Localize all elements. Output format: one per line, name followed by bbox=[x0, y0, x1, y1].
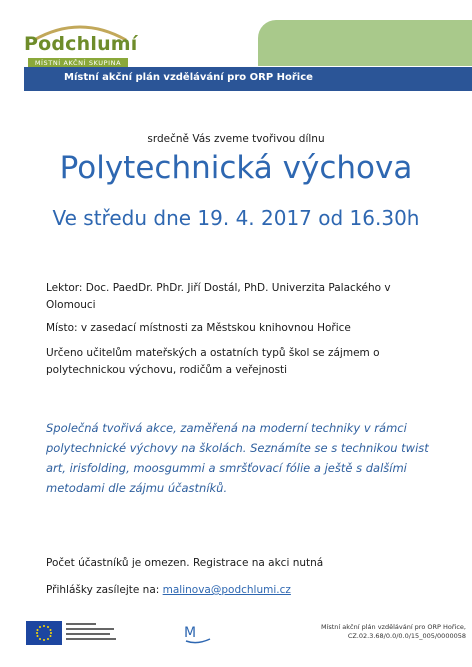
location-text: Místo: v zasedací místnosti za Městskou knihovnou Hořice bbox=[46, 322, 351, 334]
invite-intro: srdečně Vás zveme tvořivou dílnu bbox=[147, 133, 325, 145]
header-bar-text: Místní akční plán vzdělávání pro ORP Hořice bbox=[64, 72, 313, 83]
project-info-line2: CZ.02.3.68/0.0/0.0/15_005/0000058 bbox=[347, 632, 466, 640]
registration-label: Přihlášky zasílejte na: bbox=[46, 584, 160, 596]
project-info bbox=[290, 623, 466, 641]
project-info-line1: Místní akční plán vzdělávání pro ORP Hořice, bbox=[320, 623, 466, 631]
registration-email-link[interactable]: malinova@podchlumi.cz bbox=[162, 584, 291, 596]
logo-subtitle: MÍSTNÍ AKČNÍ SKUPINA bbox=[28, 58, 128, 69]
lecturer-text: Lektor: Doc. PaedDr. PhDr. Jiří Dostál, PhD. Univerzita Palackého v Olomouci bbox=[46, 282, 391, 311]
registration-line bbox=[46, 582, 436, 599]
capacity-note: Počet účastníků je omezen. Registrace na akci nutná bbox=[46, 557, 324, 569]
svg-text:M: M bbox=[184, 625, 197, 641]
eu-funding-text-lines bbox=[66, 623, 116, 643]
logo-name: Podchlumí bbox=[24, 33, 138, 55]
header-green-block bbox=[258, 20, 472, 66]
ministry-logo-icon bbox=[182, 619, 212, 645]
event-date: Ve středu dne 19. 4. 2017 od 16.30h bbox=[52, 206, 420, 230]
audience-text: Určeno učitelům mateřských a ostatních typů škol se zájmem o polytechnickou výchovu, rodičům a veřejnosti bbox=[46, 347, 380, 376]
eu-flag-icon bbox=[26, 621, 62, 645]
event-title: Polytechnická výchova bbox=[59, 150, 413, 186]
event-description: Společná tvořivá akce, zaměřená na moderní techniky v rámci polytechnické výchovy na školách. Seznámíte se s technikou twist art, irisfolding, moosgummi a smršťovací fólie a ještě s dalšími metodami dle zájmu účastníků. bbox=[46, 421, 429, 495]
